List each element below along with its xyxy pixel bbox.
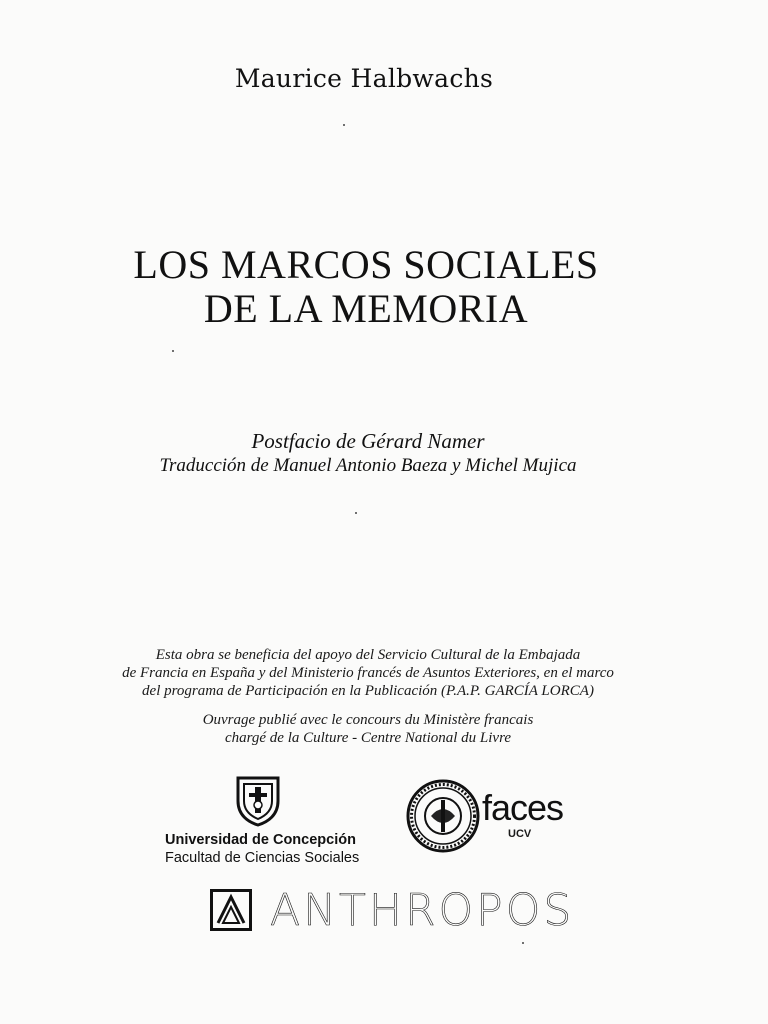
credits [0, 428, 736, 478]
scan-speck [343, 124, 345, 126]
notice-fr-line-2: chargé de la Culture - Centre National du Livre [224, 730, 512, 746]
universidad-logo-block [165, 775, 375, 866]
translation-credit: Traducción de Manuel Antonio Baeza y Michel Mujica [159, 455, 577, 476]
faces-logo-sub: UCV [508, 828, 532, 840]
notice-fr-line-1: Ouvrage publié avec le concours du Ministère francais [202, 712, 534, 728]
anthropos-wordmark: ANTHROPOS [270, 884, 575, 936]
postfacio-credit: Postfacio de Gérard Namer [251, 429, 485, 453]
author-name: Maurice Halbwachs [234, 64, 494, 93]
anthropos-logo [210, 885, 574, 935]
anthropos-logo-icon [210, 889, 252, 931]
faces-ucv-logo [482, 788, 562, 848]
notice-es-line-3: del programa de Participación en la Publicación (P.A.P. GARCÍA LORCA) [142, 683, 594, 699]
university-seal-icon [405, 778, 481, 854]
university-shield-icon [235, 775, 281, 827]
book-title [0, 243, 732, 331]
universidad-name: Universidad de Concepción [165, 832, 356, 848]
scan-speck [355, 512, 357, 514]
book-title-line-1: LOS MARCOS SOCIALES [133, 242, 599, 287]
sponsorship-notice [0, 646, 736, 747]
notice-es-line-2: de Francia en España y del Ministerio francés de Asuntos Exteriores, en el marco [122, 665, 614, 681]
book-title-line-2: DE LA MEMORIA [203, 286, 529, 331]
scan-speck [522, 942, 524, 944]
universidad-faculty: Facultad de Ciencias Sociales [165, 850, 360, 866]
notice-es-line-1: Esta obra se beneficia del apoyo del Servicio Cultural de la Embajada [155, 647, 581, 663]
scan-speck [172, 350, 174, 352]
faces-logo-text: faces [482, 787, 564, 828]
